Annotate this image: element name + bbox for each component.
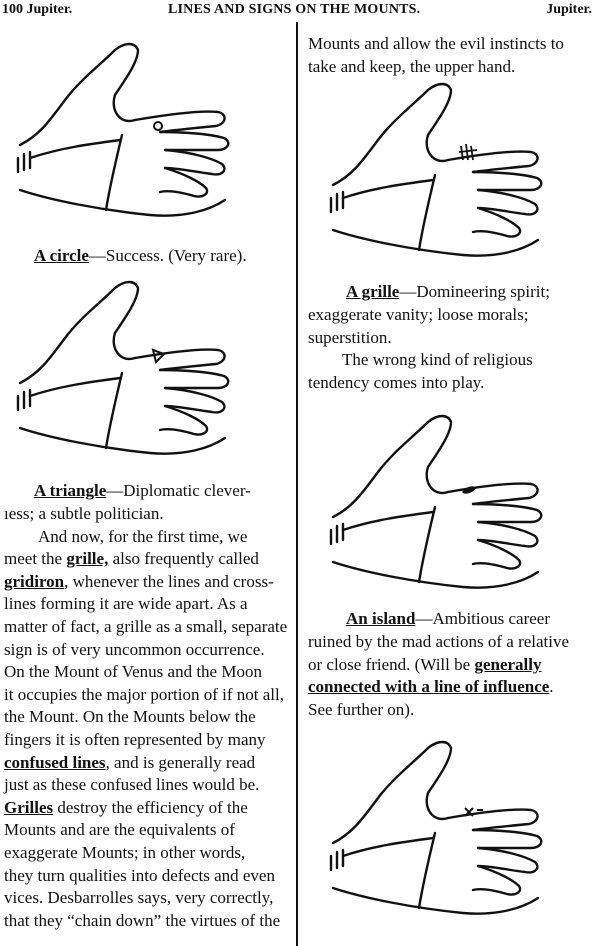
body-line: exaggerate Mounts; in other words, — [4, 842, 246, 862]
body-line: take and keep, the upper hand. — [308, 56, 516, 76]
caption-triangle: A triangle—Diplomatic clever- — [34, 481, 251, 500]
body-line: lines forming it are wide apart. As a — [4, 594, 248, 614]
page-number: 100 Jupiter. — [2, 2, 73, 17]
hand-figure-island — [318, 412, 578, 612]
term-grille: A grille — [346, 282, 400, 301]
left-body-text — [4, 503, 290, 932]
body-line: the Mount. On the Mounts below the — [4, 707, 256, 727]
body-line: ıess; a subtle politician. — [4, 504, 164, 523]
right-top-text — [308, 33, 598, 78]
hand-figure-grille — [318, 80, 578, 280]
body-line: The wrong kind of religious — [342, 350, 533, 370]
body-line: superstition. — [308, 327, 392, 347]
body-line: sign is of very uncommon occurrence. — [4, 639, 265, 659]
body-line: connected with a line of influence. — [308, 677, 554, 697]
island-text — [308, 631, 598, 721]
body-line: gridiron, whenever the lines and cross- — [4, 571, 274, 591]
body-line: And now, for the first time, we — [38, 526, 248, 546]
body-line: fingers it is often represented by many — [4, 729, 266, 749]
term-triangle: A triangle — [34, 481, 107, 500]
body-line: matter of fact, a grille as a small, separate — [4, 616, 288, 636]
body-line: Mounts and allow the evil instincts to — [308, 34, 564, 53]
body-line: Grilles destroy the efficiency of the — [4, 797, 248, 817]
body-line: that they “chain down” the virtues of the — [4, 910, 281, 930]
term-circle: A circle — [34, 246, 89, 265]
page-header — [0, 0, 600, 22]
body-line: vices. Desbarrolles says, very correctly, — [4, 888, 274, 908]
caption-grille: A grille—Domineering spirit; — [346, 282, 550, 301]
body-line: exaggerate vanity; loose morals; — [308, 305, 529, 324]
body-line: Mounts and are the equivalents of — [4, 820, 235, 840]
column-divider — [296, 22, 298, 946]
hand-figure-triangle — [10, 278, 260, 478]
term-island: An island — [346, 609, 416, 628]
hand-figure-circle — [10, 40, 260, 240]
body-line: or close friend. (Will be generally — [308, 654, 542, 674]
caption-island: An island—Ambitious career — [346, 609, 550, 628]
body-line: tendency comes into play. — [308, 372, 485, 392]
caption-circle: A circle—Success. (Very rare). — [34, 246, 247, 265]
hand-figure-cross — [318, 738, 578, 938]
grille-text — [308, 304, 598, 394]
body-line: confused lines, and is generally read — [4, 752, 256, 772]
body-line: it occupies the major portion of if not all, — [4, 684, 284, 704]
body-line: ruined by the mad actions of a relative — [308, 632, 570, 651]
body-line: they turn qualities into defects and even — [4, 865, 275, 885]
body-line: just as these confused lines would be. — [4, 775, 260, 795]
running-title: LINES AND SIGNS ON THE MOUNTS. — [168, 2, 421, 17]
body-line: See further on). — [308, 699, 415, 719]
section-label: Jupiter. — [546, 2, 592, 17]
body-line: meet the grille, also frequently called — [4, 549, 259, 569]
body-line: On the Mount of Venus and the Moon — [4, 662, 262, 682]
